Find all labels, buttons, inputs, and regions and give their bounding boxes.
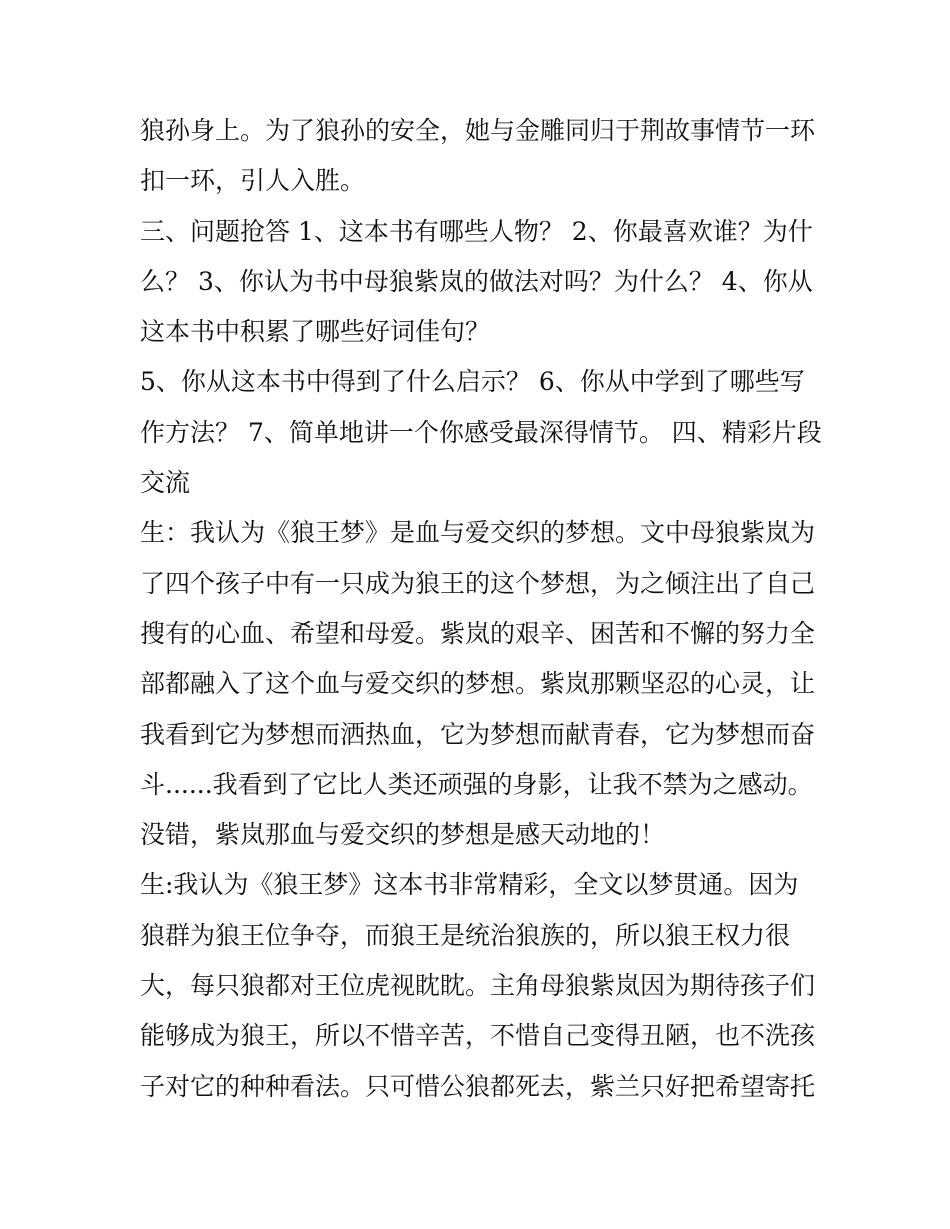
document-page bbox=[140, 106, 820, 1112]
text-line: 搜有的心血、希望和母爱。紫岚的艰辛、困苦和不懈的努力全 bbox=[140, 618, 816, 648]
text-line: 部都融入了这个血与爱交织的梦想。紫岚那颗坚忍的心灵，让 bbox=[140, 669, 816, 699]
paragraph-line: 生：我认为《狼王梦》是血与爱交织的梦想。文中母狼紫岚为 bbox=[140, 518, 816, 548]
text-line: 能够成为狼王，所以不惜辛苦，不惜自己变得丑陋，也不洗孩 bbox=[140, 1021, 816, 1051]
text-line: 子对它的种种看法。只可惜公狼都死去，紫兰只好把希望寄托 bbox=[140, 1071, 816, 1101]
text-line: 我看到它为梦想而洒热血，它为梦想而献青春，它为梦想而奋 bbox=[140, 719, 816, 749]
text-line: 这本书中积累了哪些好词佳句？ bbox=[140, 317, 491, 347]
section-heading-line: 三、问题抢答 1、这本书有哪些人物？ 2、你最喜欢谁？为什 bbox=[140, 216, 813, 246]
text-line: 5、你从这本书中得到了什么启示？ 6、你从中学到了哪些写 bbox=[140, 367, 805, 397]
text-line: 狼群为狼王位争夺，而狼王是统治狼族的，所以狼王权力很 bbox=[140, 920, 791, 950]
text-line: 交流 bbox=[140, 468, 191, 498]
text-line: 作方法？ 7、简单地讲一个你感受最深得情节。 四、精彩片段 bbox=[140, 417, 822, 447]
paragraph-line: 生:我认为《狼王梦》这本书非常精彩，全文以梦贯通。因为 bbox=[140, 870, 799, 900]
text-line: 大，每只狼都对王位虎视眈眈。主角母狼紫岚因为期待孩子们 bbox=[140, 971, 816, 1001]
text-line: 狼孙身上。为了狼孙的安全，她与金雕同归于荆故事情节一环 bbox=[140, 116, 816, 145]
text-line: 么？ 3、你认为书中母狼紫岚的做法对吗？为什么？ 4、你从 bbox=[140, 266, 813, 296]
text-line: 斗......我看到了它比人类还顽强的身影，让我不禁为之感动。 bbox=[140, 769, 813, 799]
text-line: 扣一环，引人入胜。 bbox=[140, 166, 366, 196]
text-line: 了四个孩子中有一只成为狼王的这个梦想，为之倾注出了自己 bbox=[140, 568, 816, 598]
text-line: 没错，紫岚那血与爱交织的梦想是感天动地的！ bbox=[140, 820, 666, 850]
